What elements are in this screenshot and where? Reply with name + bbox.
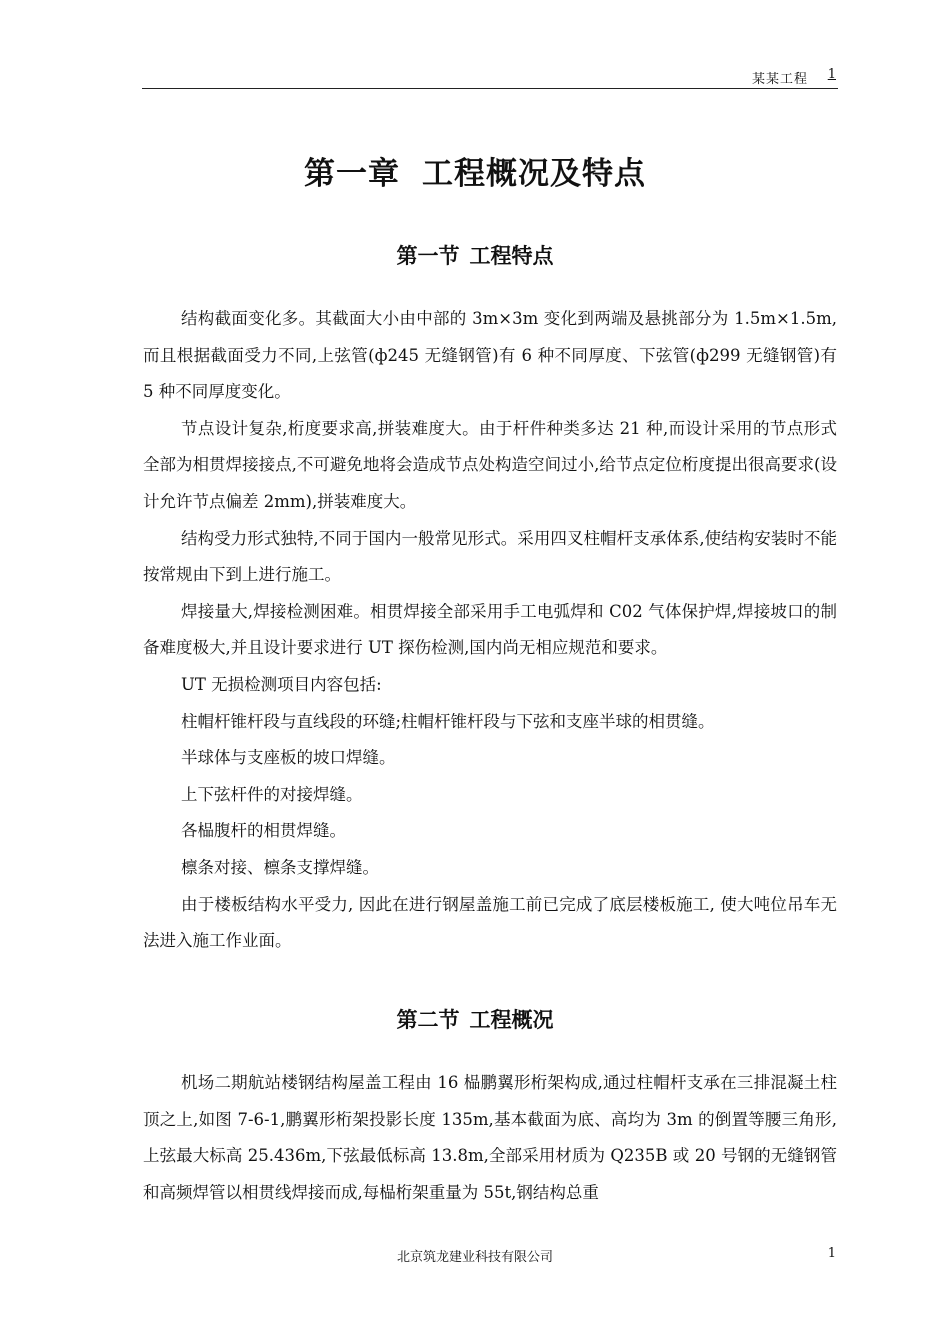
- section-2-body: [143, 1065, 837, 1211]
- section-1-body: [143, 301, 837, 960]
- page-header: [142, 64, 838, 89]
- paragraph: 各榀腹杆的相贯焊缝。: [181, 821, 346, 841]
- paragraph: 柱帽杆锥杆段与直线段的环缝;柱帽杆锥杆段与下弦和支座半球的相贯缝。: [181, 711, 715, 731]
- paragraph: 檩条对接、檩条支撑焊缝。: [181, 857, 379, 877]
- chapter-number: 第一章: [304, 156, 400, 192]
- section-number: 第一节: [396, 244, 460, 268]
- section-title-2: [0, 1004, 950, 1034]
- section-title-1: [0, 240, 950, 270]
- section-number: 第二节: [396, 1008, 460, 1032]
- paragraph: 上下弦杆件的对接焊缝。: [181, 784, 363, 804]
- chapter-name: 工程概况及特点: [422, 156, 646, 192]
- paragraph: 结构截面变化多。其截面大小由中部的 3m×3m 变化到两端及悬挑部分为 1.5m×1.5m,而且根据截面受力不同,上弦管(ф245 无缝钢管)有 6 种不同厚度、下弦管(ф299 无缝钢管)有 5 种不同厚度变化。: [143, 309, 837, 402]
- header-title: 某某工程: [751, 72, 808, 87]
- paragraph: 半球体与支座板的坡口焊缝。: [181, 748, 396, 768]
- header-page-number: 1: [827, 67, 836, 82]
- paragraph: 机场二期航站楼钢结构屋盖工程由 16 榀鹏翼形桁架构成,通过柱帽杆支承在三排混凝土柱顶之上,如图 7-6-1,鹏翼形桁架投影长度 135m,基本截面为底、高均为 3m 的倒置等腰三角形,上弦最大标高 25.436m,下弦最低标高 13.8m,全部采用材质为 Q235B 或 20 号钢的无缝钢管和高频焊管以相贯线焊接而成,每榀桁架重量为 55t,钢结构总重: [143, 1073, 837, 1202]
- section-name: 工程概况: [469, 1008, 554, 1032]
- footer-page-number: 1: [827, 1246, 836, 1261]
- paragraph: 结构受力形式独特,不同于国内一般常见形式。采用四叉柱帽杆支承体系,使结构安装时不能按常规由下到上进行施工。: [143, 528, 837, 585]
- paragraph: UT 无损检测项目内容包括:: [181, 674, 382, 694]
- paragraph: 焊接量大,焊接检测困难。相贯焊接全部采用手工电弧焊和 C02 气体保护焊,焊接坡口的制备难度极大,并且设计要求进行 UT 探伤检测,国内尚无相应规范和要求。: [143, 601, 837, 658]
- chapter-title: [0, 148, 950, 193]
- paragraph: 节点设计复杂,桁度要求高,拼装难度大。由于杆件种类多达 21 种,而设计采用的节点形式全部为相贯焊接接点,不可避免地将会造成节点处构造空间过小,给节点定位桁度提出很高要求(设计允许节点偏差 2mm),拼装难度大。: [143, 418, 837, 511]
- footer-company: 北京筑龙建业科技有限公司: [396, 1250, 553, 1265]
- section-name: 工程特点: [469, 244, 554, 268]
- paragraph: 由于楼板结构水平受力, 因此在进行钢屋盖施工前已完成了底层楼板施工, 使大吨位吊车无法进入施工作业面。: [143, 894, 837, 951]
